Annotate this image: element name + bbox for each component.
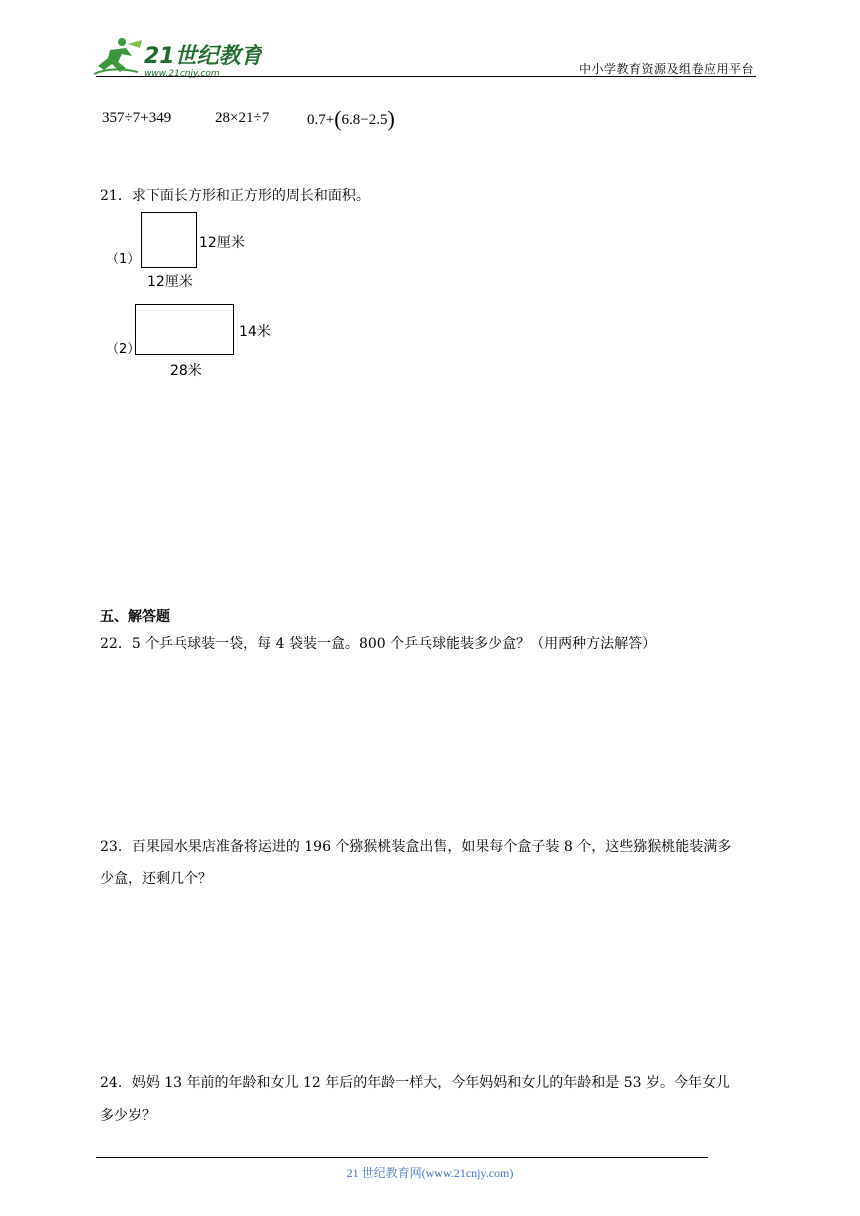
question-21: 21．求下面长方形和正方形的周长和面积。 — [100, 188, 370, 204]
rectangle-side-label: 14米 — [239, 324, 271, 340]
logo-url: www.21cnjy.com — [144, 69, 220, 79]
question-22: 22．5 个乒乓球装一袋，每 4 袋装一盒。800 个乒乓球能装多少盒？（用两种方法解答） — [100, 636, 657, 652]
square-bottom-label: 12厘米 — [147, 274, 193, 290]
question-23-line-1: 23．百果园水果店准备将运进的 196 个猕猴桃装盒出售，如果每个盒子装 8 个，这些猕猴桃能装满多 — [100, 839, 732, 855]
header-rule — [96, 76, 756, 77]
square-side-label: 12厘米 — [199, 235, 245, 251]
question-23-line-2: 少盒，还剩几个？ — [100, 871, 212, 887]
expression-1: 357÷7+349 — [102, 110, 172, 126]
expression-2: 28×21÷7 — [215, 110, 270, 126]
expression-3-inner: 6.8−2.5 — [341, 112, 388, 128]
expression-3-prefix: 0.7+ — [307, 112, 335, 128]
question-24-line-1: 24．妈妈 13 年前的年龄和女儿 12 年后的年龄一样大，今年妈妈和女儿的年龄和是 53 岁。今年女儿 — [100, 1075, 730, 1091]
expression-3: 0.7+(6.8−2.5) — [307, 106, 395, 131]
rectangle-figure — [135, 304, 234, 355]
header-tagline: 中小学教育资源及组卷应用平台 — [578, 62, 754, 76]
footer-rule — [96, 1157, 708, 1158]
rectangle-bottom-label: 28米 — [170, 363, 202, 379]
section-title: 五、解答题 — [100, 609, 170, 625]
square-figure — [141, 212, 197, 268]
figure-1-number: （1） — [106, 252, 141, 267]
footer-link[interactable]: 21 世纪教育网(www.21cnjy.com) — [346, 1166, 514, 1180]
figure-2-number: （2） — [106, 342, 141, 357]
runner-logo-icon — [92, 36, 262, 80]
site-logo — [92, 36, 262, 80]
logo-text: 21世纪教育 — [144, 44, 262, 69]
question-24-line-2: 多少岁？ — [100, 1108, 156, 1124]
